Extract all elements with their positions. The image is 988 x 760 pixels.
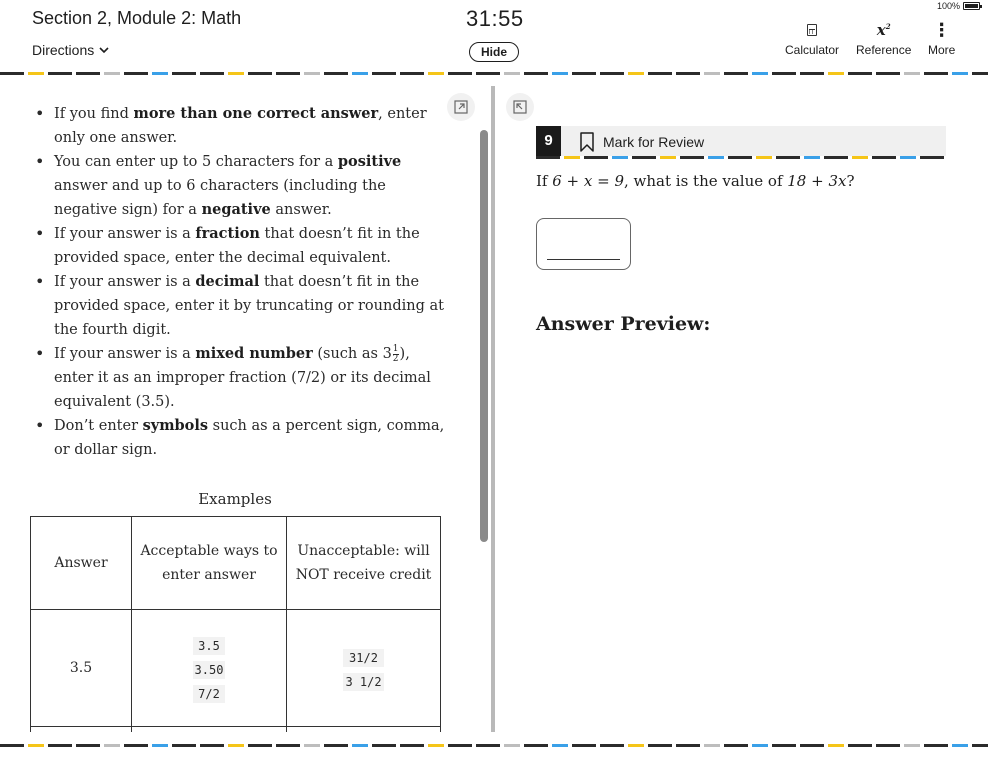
footer-divider: [0, 744, 988, 747]
expand-icon: [453, 99, 469, 115]
directions-toggle[interactable]: [32, 42, 110, 58]
calculator-button[interactable]: [785, 20, 839, 57]
section-title: Section 2, Module 2: Math: [32, 8, 242, 28]
answer-input[interactable]: [536, 218, 631, 270]
question-header: [536, 126, 946, 156]
mixed-number-whole: 3: [382, 346, 392, 362]
battery-status: [937, 1, 980, 11]
reference-button[interactable]: [856, 20, 911, 57]
more-vertical-icon: ⋮: [932, 20, 951, 40]
header-bar: [0, 0, 988, 72]
calculator-icon: [807, 24, 817, 36]
mixed-number-fraction: $\frac{1}{2}$: [392, 343, 399, 364]
rule-item: • Don’t enter symbols such as a percent sign, comma, or dollar sign.: [30, 414, 450, 462]
table-header-row: [31, 517, 441, 610]
directions-label: Directions: [32, 42, 95, 58]
directions-list: [30, 102, 450, 462]
pane-divider[interactable]: [491, 86, 495, 732]
table-cell-acceptable: 3.5 3.50 7/2: [132, 610, 287, 727]
calculator-label: Calculator: [785, 43, 840, 57]
table-header: Acceptable ways to enter answer: [132, 517, 287, 610]
rule-item: • If your answer is a decimal that doesn’t fit in the provided space, enter it by truncating or rounding at the fourth digit.: [30, 270, 450, 342]
expand-question-button[interactable]: [506, 93, 534, 121]
directions-pane: [0, 88, 480, 732]
rule-item: • You can enter up to 5 characters for a positive answer and up to 6 characters (including the negative sign) for a negative answer.: [30, 150, 450, 222]
bookmark-icon: [578, 131, 596, 153]
answer-preview-label: Answer Preview:: [536, 313, 711, 335]
table-row: [31, 610, 441, 727]
question-divider: [536, 156, 946, 159]
header-divider: [0, 72, 988, 75]
battery-percent: 100%: [937, 1, 961, 11]
question-number: 9: [536, 126, 561, 156]
timer: 31:55: [466, 6, 524, 31]
battery-icon: [963, 2, 980, 10]
expression: 18 + 3x: [787, 172, 847, 190]
rule-item: • If you find more than one correct answer, enter only one answer.: [30, 102, 450, 150]
expand-directions-button[interactable]: [447, 93, 475, 121]
rule-item: • If your answer is a mixed number (such as 3 $\frac{1}{2}$ ), enter it as an improper fraction (7/2) or its decimal equivalent (3.5).: [30, 342, 450, 414]
question-text: If 6 + x = 9, what is the value of 18 + 3x?: [536, 172, 855, 190]
examples-table: [30, 516, 441, 732]
table-row: [31, 727, 441, 733]
rule-item: • If your answer is a fraction that doesn’t fit in the provided space, enter the decimal equivalent.: [30, 222, 450, 270]
reference-icon: $x^2$: [876, 21, 891, 39]
mark-for-review-button[interactable]: [578, 131, 704, 153]
chevron-down-icon: [98, 44, 110, 56]
table-header: Unacceptable: will NOT receive credit: [287, 517, 441, 610]
table-cell-answer: 3.5: [31, 610, 132, 727]
collapse-icon: [512, 99, 528, 115]
equation: 6 + x = 9: [552, 172, 625, 190]
directions-scrollbar[interactable]: [480, 130, 488, 542]
hide-timer-button[interactable]: Hide: [469, 42, 519, 62]
more-label: More: [928, 43, 956, 57]
table-cell-unacceptable: 31/2 3 1/2: [287, 610, 441, 727]
more-button[interactable]: [928, 20, 955, 57]
mark-for-review-label: Mark for Review: [603, 134, 705, 150]
reference-label: Reference: [856, 43, 912, 57]
examples-caption: Examples: [198, 490, 272, 508]
table-header: Answer: [31, 517, 132, 610]
